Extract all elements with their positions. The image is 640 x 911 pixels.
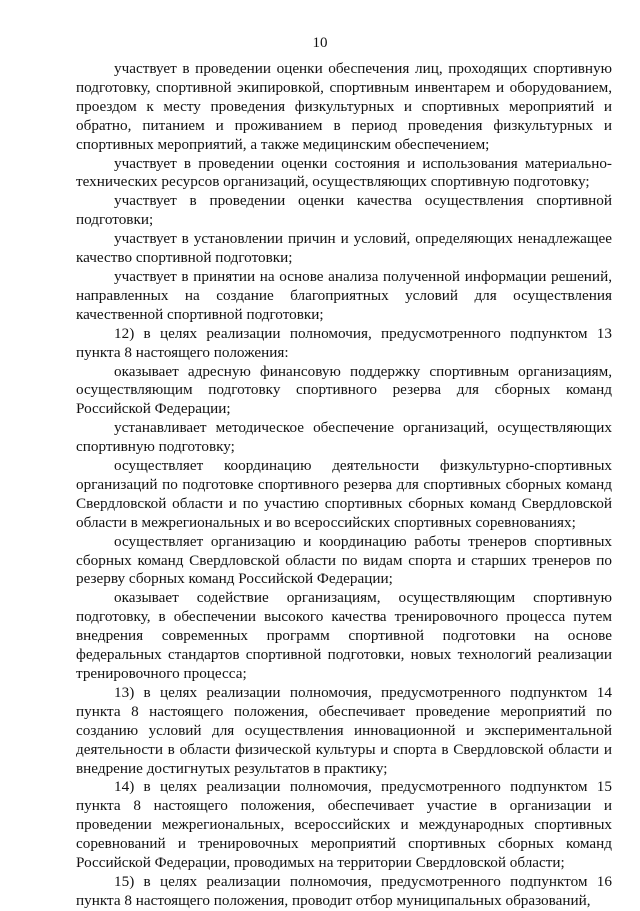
paragraph: 14) в целях реализации полномочия, предусмотренного подпунктом 15 пункта 8 настоящего положения, обеспечивает участие в организации и проведении межрегиональных, всероссийских и международных спортивных соревнований и тренировочных мероприятий спортивных сборных команд Российской Федерации, проводимых на территории Свердловской области;: [76, 778, 612, 872]
paragraph: 15) в целях реализации полномочия, предусмотренного подпунктом 16 пункта 8 настоящего положения, проводит отбор муниципальных образований,: [76, 872, 612, 909]
paragraph: 13) в целях реализации полномочия, предусмотренного подпунктом 14 пункта 8 настоящего положения, обеспечивает проведение мероприятий по созданию условий для осуществления инновационной и экспериментальной деятельности в области физической культуры и спорта в Свердловской области и внедрение достигнутых результатов в практику;: [76, 683, 612, 777]
paragraph: участвует в проведении оценки обеспечения лиц, проходящих спортивную подготовку, спортивной экипировкой, спортивным инвентарем и оборудованием, проездом к месту проведения физкультурных и спортивных мероприятий и обратно, питанием и проживанием в период проведения физкультурных и спортивных мероприятий, а также медицинским обеспечением;: [76, 60, 612, 153]
paragraph: оказывает содействие организациям, осуществляющим спортивную подготовку, в обеспечении высокого качества тренировочного процесса путем внедрения современных программ спортивной подготовки на основе федеральных стандартов спортивной подготовки, новых технологий реализации тренировочного процесса;: [76, 589, 612, 682]
paragraph: 12) в целях реализации полномочия, предусмотренного подпунктом 13 пункта 8 настоящего положения:: [76, 324, 612, 361]
page-number: 10: [312, 35, 328, 51]
paragraph: участвует в проведении оценки состояния и использования материально-технических ресурсов организаций, осуществляющих спортивную подготовку;: [76, 154, 612, 191]
paragraph: осуществляет координацию деятельности физкультурно-спортивных организаций по подготовке спортивного резерва для спортивных сборных команд Свердловской области и по участию спортивных сборных команд Свердловской области в межрегиональных и во всероссийских спортивных соревнованиях;: [76, 457, 612, 531]
document-body: [76, 60, 612, 911]
paragraph: устанавливает методическое обеспечение организаций, осуществляющих спортивную подготовку;: [76, 419, 612, 456]
paragraph: участвует в принятии на основе анализа полученной информации решений, направленных на создание благоприятных условий для осуществления качественной спортивной подготовки;: [76, 267, 612, 323]
paragraph: участвует в установлении причин и условий, определяющих ненадлежащее качество спортивной подготовки;: [76, 230, 612, 267]
paragraph: осуществляет организацию и координацию работы тренеров спортивных сборных команд Свердловской области по видам спорта и старших тренеров по резерву сборных команд Российской Федерации;: [76, 532, 612, 588]
paragraph: участвует в проведении оценки качества осуществления спортивной подготовки;: [76, 192, 612, 229]
paragraph: оказывает адресную финансовую поддержку спортивным организациям, осуществляющим подготовку спортивного резерва для сборных команд Российской Федерации;: [76, 362, 612, 418]
